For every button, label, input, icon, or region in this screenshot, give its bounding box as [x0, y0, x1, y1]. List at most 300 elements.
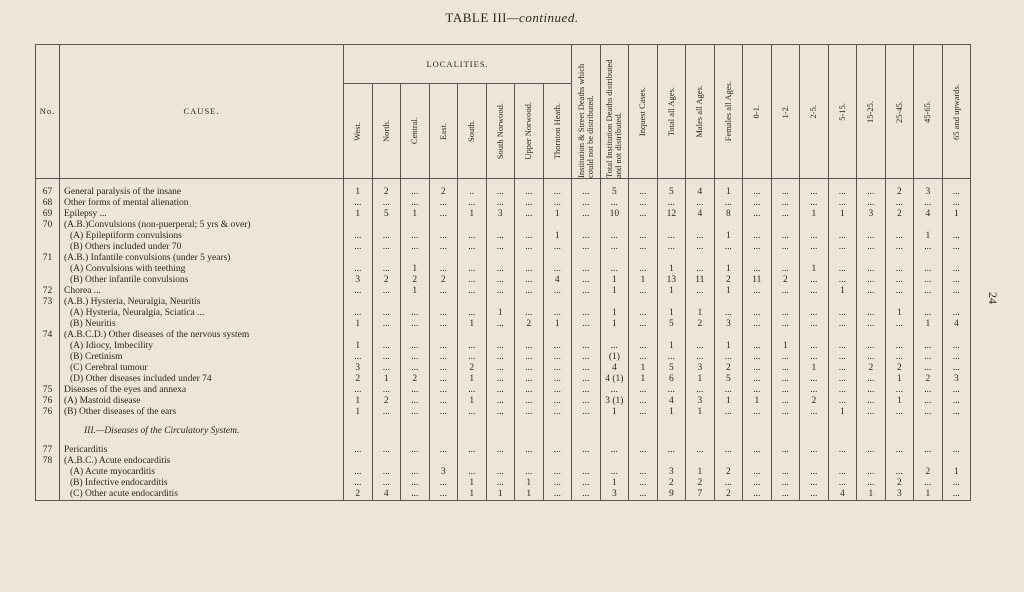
cell-21: ... [942, 489, 971, 501]
cell-20 [914, 253, 943, 264]
cell-18: 2 [857, 363, 886, 374]
cell-8 [572, 437, 601, 445]
cell-17 [828, 456, 857, 467]
cell-12 [686, 330, 715, 341]
cell-0: ... [344, 286, 373, 297]
cell-16: ... [800, 407, 829, 418]
cell-20: ... [914, 363, 943, 374]
cell-11: 1 [657, 407, 686, 418]
header-col-3: East. [429, 84, 458, 179]
cell-18: ... [857, 396, 886, 407]
cell-11 [657, 179, 686, 188]
cell-13 [714, 297, 743, 308]
cell-15 [771, 437, 800, 445]
cell-11: ... [657, 231, 686, 242]
cell-20: 4 [914, 209, 943, 220]
cell-1: ... [372, 385, 401, 396]
row-number: 68 [36, 198, 60, 209]
cell-14 [743, 426, 772, 437]
title-continued: —continued. [507, 10, 579, 25]
cell-1 [372, 253, 401, 264]
cell-21 [942, 330, 971, 341]
cell-19: ... [885, 385, 914, 396]
cell-0: ... [344, 242, 373, 253]
cell-5: ... [486, 198, 515, 209]
row-cause: (B) Cretinism [60, 352, 344, 363]
row-cause: Epilepsy ... [60, 209, 344, 220]
cell-13: 2 [714, 489, 743, 501]
cell-20 [914, 179, 943, 188]
cell-12: 1 [686, 467, 715, 478]
cell-4: 2 [458, 363, 487, 374]
row-cause: (A) Idiocy, Imbecility [60, 341, 344, 352]
cell-4: ... [458, 198, 487, 209]
cell-13: ... [714, 308, 743, 319]
header-col-6: Upper Norwood. [515, 84, 544, 179]
cell-4 [458, 426, 487, 437]
cell-0 [344, 297, 373, 308]
row-number [36, 264, 60, 275]
cell-12 [686, 253, 715, 264]
row-cause: (A.B.C.) Acute endocarditis [60, 456, 344, 467]
cell-11 [657, 297, 686, 308]
cell-11: 3 [657, 467, 686, 478]
cell-18: ... [857, 374, 886, 385]
cell-7 [543, 426, 572, 437]
cell-8: ... [572, 489, 601, 501]
cell-7: ... [543, 352, 572, 363]
cell-7: ... [543, 363, 572, 374]
cell-15 [771, 253, 800, 264]
cell-7: ... [543, 489, 572, 501]
cell-5: ... [486, 407, 515, 418]
cell-14: ... [743, 445, 772, 456]
cell-13: 1 [714, 286, 743, 297]
cell-7 [543, 253, 572, 264]
cell-18: ... [857, 242, 886, 253]
cell-19: 1 [885, 308, 914, 319]
cell-2 [401, 456, 430, 467]
cell-10: ... [629, 396, 658, 407]
cell-14 [743, 418, 772, 426]
row-cause: (C) Other acute endocarditis [60, 489, 344, 501]
table-row [36, 242, 971, 253]
cell-19: ... [885, 242, 914, 253]
cell-12: 2 [686, 478, 715, 489]
table-row [36, 456, 971, 467]
cell-19: 2 [885, 363, 914, 374]
cell-3: ... [429, 489, 458, 501]
cell-19: ... [885, 407, 914, 418]
cell-13 [714, 456, 743, 467]
row-number: 74 [36, 330, 60, 341]
cell-13: 1 [714, 264, 743, 275]
cell-7 [543, 418, 572, 426]
cell-17: ... [828, 467, 857, 478]
cell-2: ... [401, 242, 430, 253]
cell-9 [600, 253, 629, 264]
table-row [36, 179, 971, 188]
cell-16 [800, 297, 829, 308]
cell-11: 9 [657, 489, 686, 501]
cell-7 [543, 297, 572, 308]
cell-11 [657, 418, 686, 426]
cell-4: 1 [458, 478, 487, 489]
cell-3 [429, 297, 458, 308]
mortality-table [35, 44, 971, 501]
table-row [36, 437, 971, 445]
cell-9: 3 [600, 489, 629, 501]
cell-1: 5 [372, 209, 401, 220]
cell-12: 4 [686, 187, 715, 198]
row-cause: (B) Infective endocarditis [60, 478, 344, 489]
cell-0: ... [344, 385, 373, 396]
cell-9: ... [600, 385, 629, 396]
cell-20: ... [914, 275, 943, 286]
cell-5: ... [486, 187, 515, 198]
cell-13: 1 [714, 396, 743, 407]
cell-18: 3 [857, 209, 886, 220]
row-cause: General paralysis of the insane [60, 187, 344, 198]
cell-14: ... [743, 264, 772, 275]
cell-6: ... [515, 308, 544, 319]
cell-13 [714, 426, 743, 437]
cell-20: ... [914, 352, 943, 363]
cell-14 [743, 330, 772, 341]
cell-19: ... [885, 445, 914, 456]
cell-8: ... [572, 385, 601, 396]
cell-20 [914, 330, 943, 341]
cell-13: ... [714, 198, 743, 209]
row-number [36, 308, 60, 319]
cell-12: 1 [686, 374, 715, 385]
cell-14: ... [743, 308, 772, 319]
cell-19 [885, 437, 914, 445]
cell-16: ... [800, 187, 829, 198]
cell-14: ... [743, 363, 772, 374]
cell-12: 3 [686, 396, 715, 407]
cell-9: 10 [600, 209, 629, 220]
cell-16 [800, 330, 829, 341]
cell-17: ... [828, 341, 857, 352]
cell-2 [401, 426, 430, 437]
cell-17: 1 [828, 209, 857, 220]
cell-6: ... [515, 467, 544, 478]
cell-5: ... [486, 467, 515, 478]
row-number [36, 478, 60, 489]
cell-10: ... [629, 198, 658, 209]
cell-13: ... [714, 445, 743, 456]
cell-3: ... [429, 374, 458, 385]
cell-12: ... [686, 286, 715, 297]
cell-16: ... [800, 374, 829, 385]
row-number: 70 [36, 220, 60, 231]
cell-8: ... [572, 187, 601, 198]
cell-14 [743, 437, 772, 445]
cell-3: ... [429, 445, 458, 456]
cell-11: 6 [657, 374, 686, 385]
cell-8: ... [572, 363, 601, 374]
cell-14 [743, 253, 772, 264]
cell-17: ... [828, 231, 857, 242]
header-col-7: Thornton Heath. [543, 84, 572, 179]
cell-7: ... [543, 187, 572, 198]
cell-8: ... [572, 308, 601, 319]
row-number [36, 363, 60, 374]
cell-13 [714, 437, 743, 445]
cell-16: ... [800, 198, 829, 209]
cell-16: ... [800, 308, 829, 319]
cell-4 [458, 297, 487, 308]
header-no: No. [36, 45, 60, 179]
cell-7: ... [543, 385, 572, 396]
cell-11: 12 [657, 209, 686, 220]
cell-12: 7 [686, 489, 715, 501]
cell-15: ... [771, 198, 800, 209]
cell-21: ... [942, 396, 971, 407]
cell-17: ... [828, 187, 857, 198]
cell-14 [743, 179, 772, 188]
cell-18: ... [857, 286, 886, 297]
cell-6: ... [515, 363, 544, 374]
row-cause [60, 418, 344, 426]
cell-15 [771, 297, 800, 308]
cell-7 [543, 330, 572, 341]
cell-12 [686, 418, 715, 426]
cell-21: ... [942, 187, 971, 198]
cell-8: ... [572, 198, 601, 209]
cell-16: ... [800, 385, 829, 396]
cell-9 [600, 456, 629, 467]
cell-5: ... [486, 363, 515, 374]
cell-15: ... [771, 242, 800, 253]
cell-19: ... [885, 264, 914, 275]
cell-17: ... [828, 363, 857, 374]
cell-9: ... [600, 341, 629, 352]
cell-4: ... [458, 407, 487, 418]
cell-2: ... [401, 352, 430, 363]
cell-6: ... [515, 445, 544, 456]
cell-18: ... [857, 198, 886, 209]
cell-5 [486, 418, 515, 426]
cell-2: ... [401, 489, 430, 501]
cell-5 [486, 253, 515, 264]
cell-14: 11 [743, 275, 772, 286]
cell-14: ... [743, 242, 772, 253]
cell-11: 1 [657, 341, 686, 352]
cell-20: ... [914, 478, 943, 489]
cell-21: ... [942, 445, 971, 456]
cell-2 [401, 179, 430, 188]
cell-13: ... [714, 407, 743, 418]
table-row [36, 275, 971, 286]
cell-1: ... [372, 478, 401, 489]
cell-20: ... [914, 286, 943, 297]
cell-19: ... [885, 341, 914, 352]
cell-19: 2 [885, 478, 914, 489]
cell-20 [914, 426, 943, 437]
cell-4 [458, 179, 487, 188]
row-cause: Other forms of mental alienation [60, 198, 344, 209]
cell-15 [771, 426, 800, 437]
row-number: 76 [36, 407, 60, 418]
cell-11: 1 [657, 308, 686, 319]
cell-18: ... [857, 478, 886, 489]
cell-18: ... [857, 319, 886, 330]
cell-21 [942, 179, 971, 188]
cell-8: ... [572, 341, 601, 352]
cell-21: ... [942, 407, 971, 418]
cell-3 [429, 253, 458, 264]
cell-7: ... [543, 341, 572, 352]
header-col-20: 45-65. [914, 45, 943, 179]
cell-7 [543, 220, 572, 231]
cell-18: ... [857, 352, 886, 363]
row-number [36, 467, 60, 478]
cell-18 [857, 220, 886, 231]
cell-5: ... [486, 319, 515, 330]
cell-12: 4 [686, 209, 715, 220]
cell-12: ... [686, 198, 715, 209]
cell-0: ... [344, 467, 373, 478]
cell-2 [401, 297, 430, 308]
table-row [36, 478, 971, 489]
cell-3: 3 [429, 467, 458, 478]
cell-17: ... [828, 385, 857, 396]
cell-10: ... [629, 286, 658, 297]
header-col-13: Females all Ages. [714, 45, 743, 179]
cell-2: 1 [401, 286, 430, 297]
cell-5: ... [486, 341, 515, 352]
cell-16: 1 [800, 264, 829, 275]
cell-3: 2 [429, 187, 458, 198]
cell-4: ... [458, 352, 487, 363]
cell-3: ... [429, 352, 458, 363]
cell-12: 1 [686, 407, 715, 418]
cell-8: ... [572, 407, 601, 418]
cell-14: 1 [743, 396, 772, 407]
cell-11 [657, 330, 686, 341]
cell-13: ... [714, 242, 743, 253]
cell-1: ... [372, 352, 401, 363]
cell-6: 1 [515, 478, 544, 489]
row-number: 71 [36, 253, 60, 264]
cell-2 [401, 437, 430, 445]
cell-11 [657, 456, 686, 467]
cell-6: ... [515, 264, 544, 275]
cell-4 [458, 456, 487, 467]
cell-11: ... [657, 352, 686, 363]
cell-15: ... [771, 467, 800, 478]
cell-17: ... [828, 242, 857, 253]
cell-10 [629, 330, 658, 341]
cell-1: ... [372, 264, 401, 275]
table-title [0, 10, 1024, 26]
cell-7 [543, 456, 572, 467]
cell-14: ... [743, 352, 772, 363]
cell-8 [572, 179, 601, 188]
cell-1 [372, 418, 401, 426]
cell-18 [857, 330, 886, 341]
cell-12: 1 [686, 308, 715, 319]
row-number [36, 242, 60, 253]
row-number [36, 426, 60, 437]
header-localities: LOCALITIES. [344, 45, 572, 84]
row-number [36, 341, 60, 352]
cell-18: ... [857, 385, 886, 396]
header-col-12: Males all Ages. [686, 45, 715, 179]
cell-6: ... [515, 341, 544, 352]
cell-16: 1 [800, 363, 829, 374]
cell-10: 1 [629, 363, 658, 374]
cell-8 [572, 418, 601, 426]
cell-9: 1 [600, 319, 629, 330]
cell-8: ... [572, 467, 601, 478]
cell-10: ... [629, 319, 658, 330]
cell-16 [800, 253, 829, 264]
cell-4: ... [458, 308, 487, 319]
cell-13: 2 [714, 363, 743, 374]
cell-9: 5 [600, 187, 629, 198]
cell-6: ... [515, 385, 544, 396]
row-number: 78 [36, 456, 60, 467]
table-row [36, 220, 971, 231]
cell-20: ... [914, 198, 943, 209]
cell-9: 1 [600, 407, 629, 418]
cell-11 [657, 253, 686, 264]
row-cause [60, 437, 344, 445]
cell-20: 3 [914, 187, 943, 198]
cell-17 [828, 330, 857, 341]
cell-17: ... [828, 264, 857, 275]
row-cause: (A) Acute myocarditis [60, 467, 344, 478]
cell-3 [429, 456, 458, 467]
cell-9: 4 (1) [600, 374, 629, 385]
cell-2: ... [401, 407, 430, 418]
cell-13: 8 [714, 209, 743, 220]
cell-1: ... [372, 341, 401, 352]
cell-16: 2 [800, 396, 829, 407]
cell-8 [572, 330, 601, 341]
cell-6 [515, 437, 544, 445]
cell-20: 1 [914, 319, 943, 330]
cell-1: 2 [372, 396, 401, 407]
cell-18 [857, 437, 886, 445]
cell-6 [515, 220, 544, 231]
table-row [36, 187, 971, 198]
cell-13: 1 [714, 341, 743, 352]
cell-8: ... [572, 264, 601, 275]
cell-11: 1 [657, 286, 686, 297]
row-cause: (D) Other diseases included under 74 [60, 374, 344, 385]
cell-10: ... [629, 489, 658, 501]
cell-18: ... [857, 445, 886, 456]
cell-7: 1 [543, 209, 572, 220]
page-number: 24 [986, 292, 1000, 304]
cell-1: ... [372, 407, 401, 418]
cell-2 [401, 418, 430, 426]
row-cause: (A) Hysteria, Neuralgia, Sciatica ... [60, 308, 344, 319]
cell-0: ... [344, 352, 373, 363]
cell-7: ... [543, 308, 572, 319]
cell-13: 2 [714, 467, 743, 478]
row-number: 77 [36, 445, 60, 456]
cell-3 [429, 330, 458, 341]
cell-17 [828, 253, 857, 264]
cell-19 [885, 253, 914, 264]
cell-4: ... [458, 275, 487, 286]
row-number [36, 319, 60, 330]
